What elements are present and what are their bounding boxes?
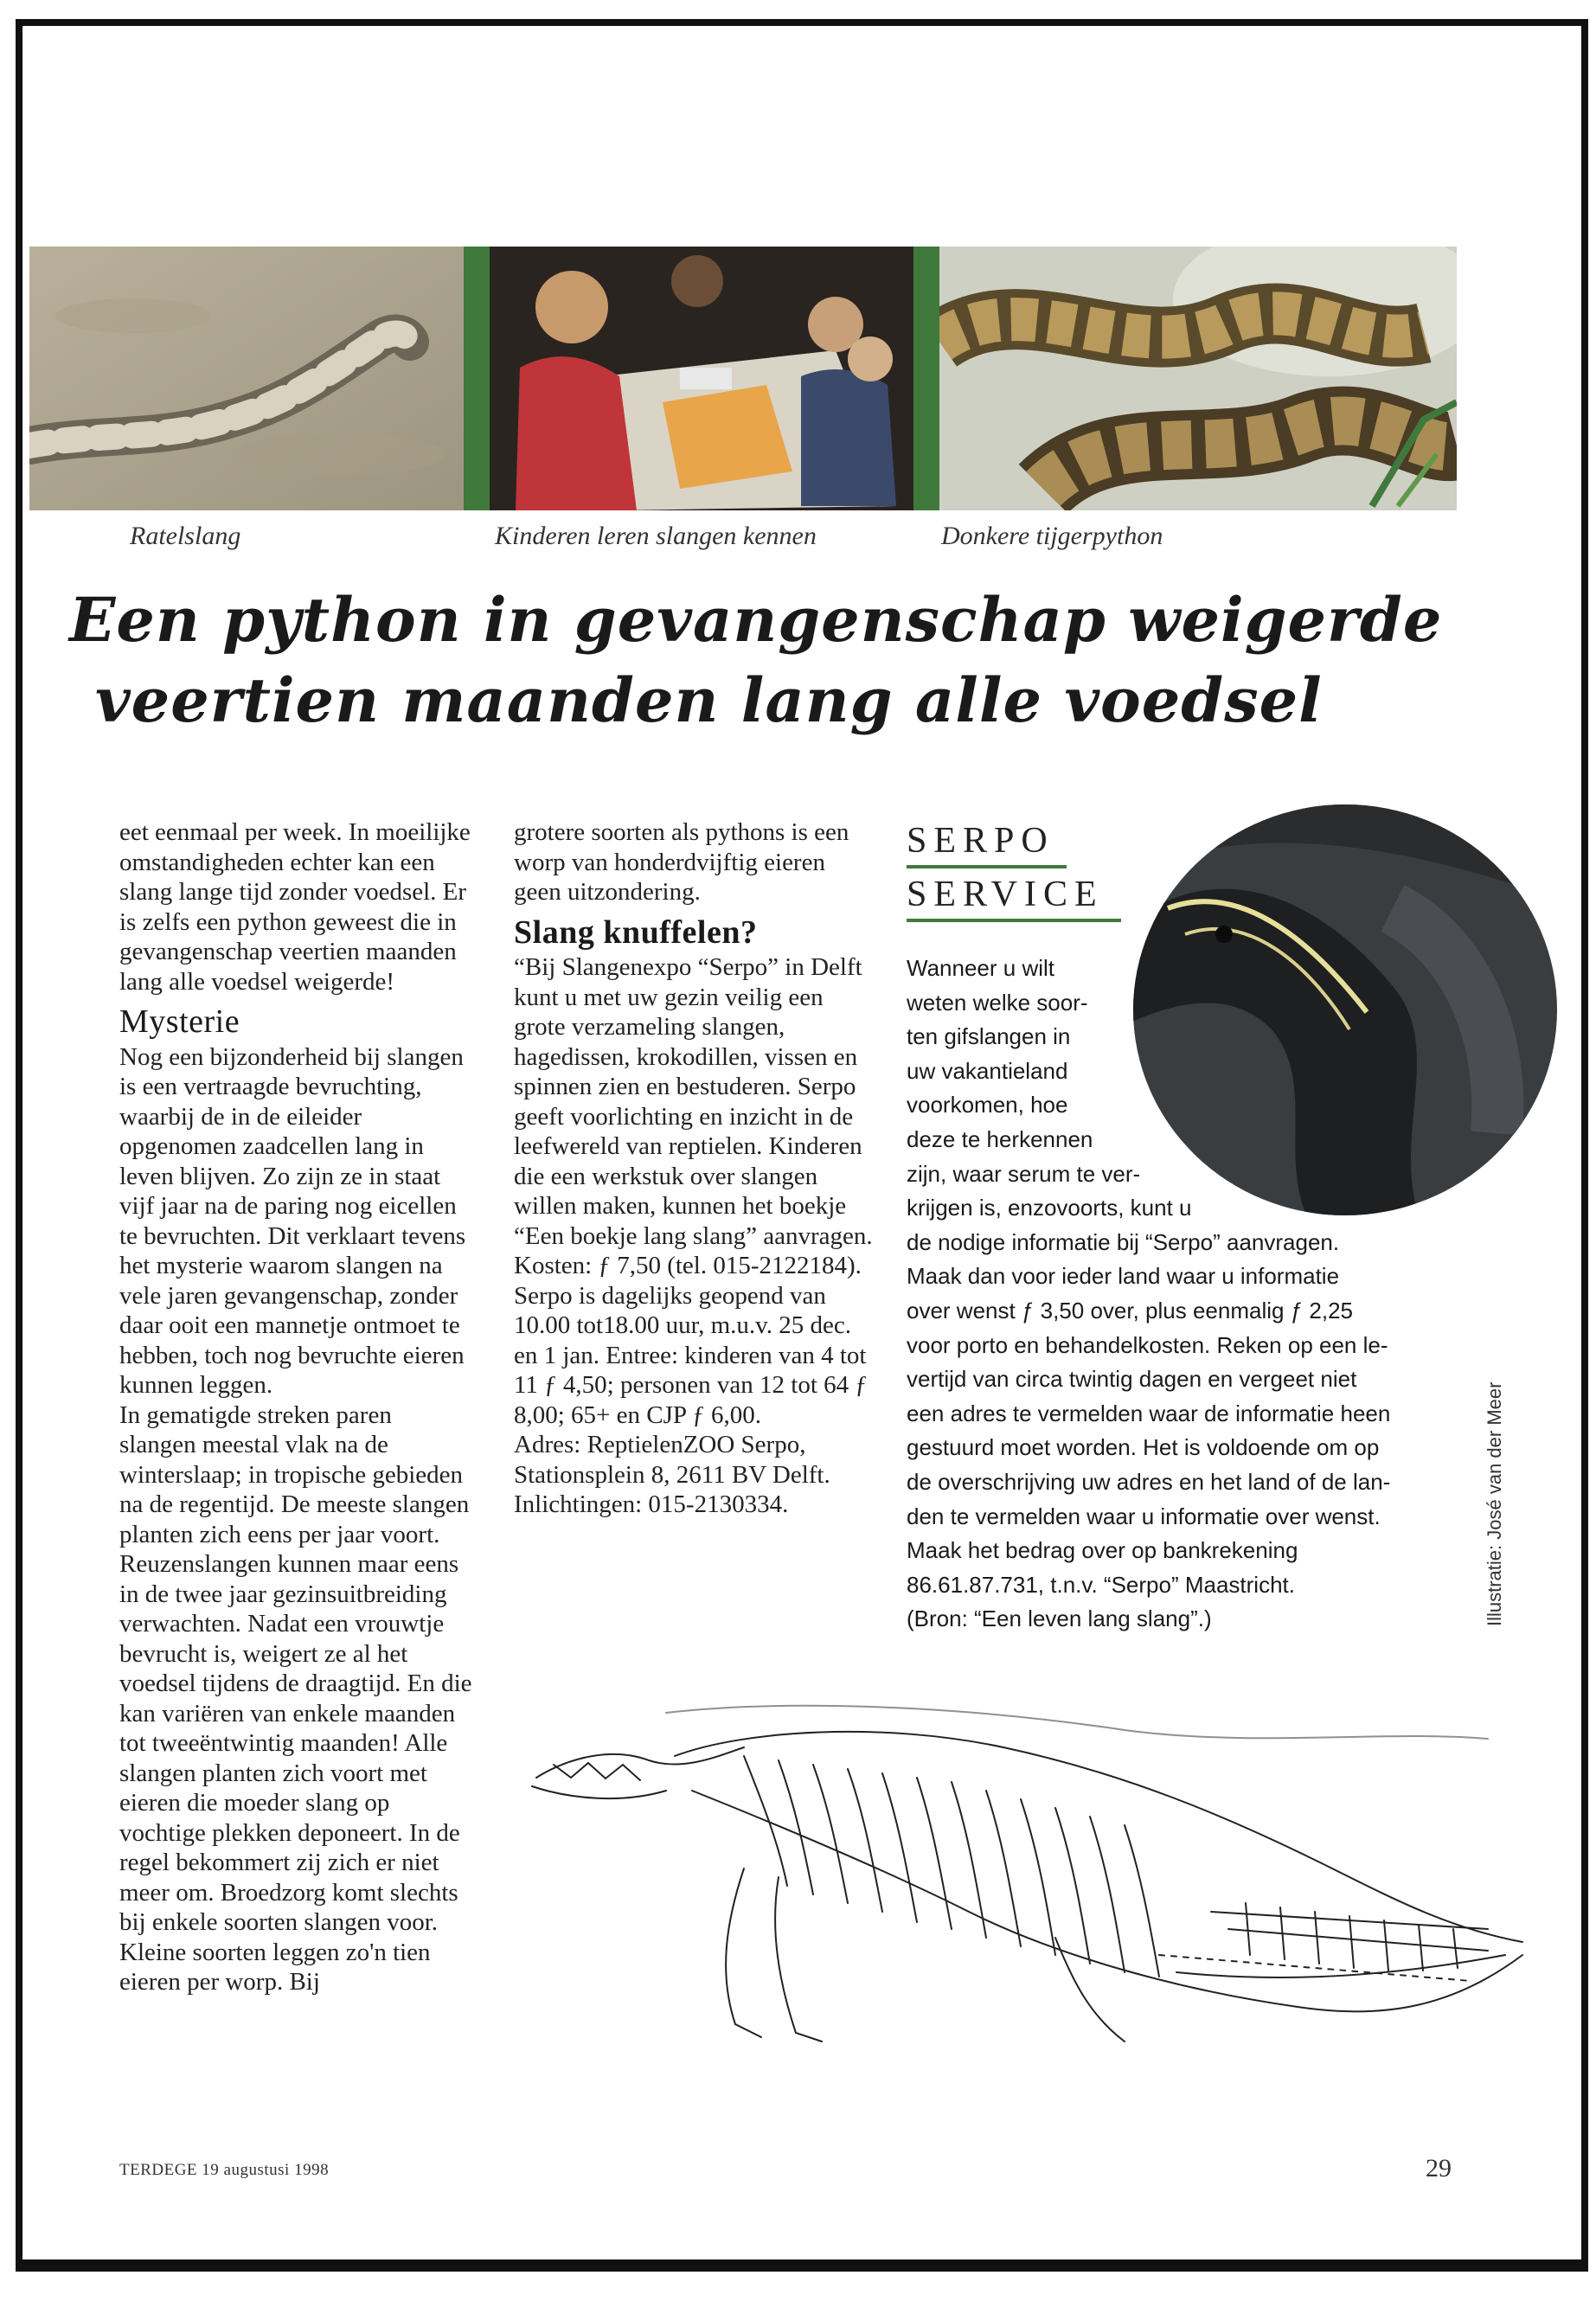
column2-paragraph-2: Serpo is dagelijks geopend van 10.00 tot18.00 uur, m.u.v. 25 dec. en 1 jan. Entree: kinderen van 4 tot 11 ƒ 4,50; personen van 12 tot 64 ƒ 8,00; 65+ en CJP ƒ 6,00.: [514, 1281, 868, 1429]
serpo-line: Wanneer u wilt: [907, 955, 1054, 981]
serpo-line: over wenst ƒ 3,50 over, plus eenmalig ƒ 2,25: [907, 1297, 1353, 1324]
page-frame-right: [1581, 19, 1588, 2268]
page-frame-top: [16, 19, 1588, 26]
column2-paragraph-3: Adres: ReptielenZOO Serpo, Stationsplein 8, 2611 BV Delft. Inlichtingen: 015-2130334.: [514, 1431, 830, 1518]
heading-slang-knuffelen: Slang knuffelen?: [514, 913, 758, 951]
serpo-line: deze te herkennen: [907, 1125, 1093, 1152]
serpo-line: Maak dan voor ieder land waar u informatie: [907, 1263, 1340, 1290]
caption-python: Donkere tijgerpython: [941, 522, 1163, 550]
serpo-line: uw vakantieland: [907, 1057, 1068, 1084]
serpo-line: (Bron: “Een leven lang slang”.): [907, 1606, 1212, 1632]
serpo-line: Maak het bedrag over op bankrekening: [907, 1537, 1298, 1564]
column1-paragraph-2: In gematigde streken paren slangen meestal vlak na de winterslaap; in tropische gebieden na de regentijd. De meeste slangen planten zich eens per jaar voort. Reuzenslangen kunnen maar eens in de twee jaar gezinsuitbreiding verwachten. Nadat een vrouwtje bevrucht is, weigert ze al het voedsel tijdens de draagtijd. En die kan variëren van enkele maanden tot tweeëntwintig maanden! Alle slangen planten zich voort met eieren die moeder slang op vochtige plekken deponeert. In de regel bekommert zij zich er niet meer om. Broedzorg komt slechts bij enkele soorten slangen voor. Kleine soorten leggen zo'n tien eieren per worp. Bij: [119, 1400, 472, 1996]
photo-divider: [464, 247, 490, 510]
serpo-line: voor porto en behandelkosten. Reken op een le-: [907, 1331, 1388, 1358]
serpo-line: weten welke soor-: [907, 989, 1088, 1016]
crocodile-sketch: [519, 1695, 1540, 2067]
article-column-1: [119, 817, 474, 1997]
serpo-line: de overschrijving uw adres en het land of de lan-: [907, 1468, 1391, 1495]
serpo-line: ten gifslangen in: [907, 1023, 1071, 1050]
article-column-2: [514, 817, 877, 1520]
footer-publication: TERDEGE 19 augustusi 1998: [119, 2161, 330, 2179]
photo-children: [490, 247, 913, 510]
photo-rattlesnake: [29, 247, 464, 510]
photo-python: [939, 247, 1457, 510]
service-title: SERVICE: [907, 875, 1104, 914]
serpo-title-rule: [907, 865, 1067, 868]
headline-line-2: veertien maanden lang alle voedsel: [95, 664, 1323, 736]
caption-children: Kinderen leren slangen kennen: [495, 522, 817, 550]
serpo-line: voorkomen, hoe: [907, 1092, 1068, 1118]
column2-intro: grotere soorten als pythons is een worp van honderdvijftig eieren geen uitzondering.: [514, 818, 849, 906]
heading-mysterie: Mysterie: [119, 1003, 240, 1040]
serpo-line: de nodige informatie bij “Serpo” aanvragen.: [907, 1228, 1340, 1255]
column2-paragraph-1: “Bij Slangenexpo “Serpo” in Delft kunt u met uw gezin veilig een grote verzameling slangen, hagedissen, krokodillen, vissen en spinnen zien en bestuderen. Serpo geeft voorlichting en inzicht in de leefwereld van reptielen. Kinderen die een werkstuk over slangen willen maken, kunnen het boekje “Een boekje lang slang” aanvragen. Kosten: ƒ 7,50 (tel. 015-2122184).: [514, 953, 873, 1279]
serpo-line: zijn, waar serum te ver-: [907, 1160, 1141, 1187]
serpo-line: een adres te vermelden waar de informatie heen: [907, 1400, 1391, 1426]
page-number: 29: [1426, 2154, 1452, 2182]
serpo-line: vertijd van circa twintig dagen en vergeet niet: [907, 1366, 1357, 1393]
serpo-line: den te vermelden waar u informatie over wenst.: [907, 1503, 1381, 1529]
photo-divider: [913, 247, 939, 510]
column1-intro: eet eenmaal per week. In moeilijke omstandigheden echter kan een slang lange tijd zonder voedsel. Er is zelfs een python geweest die in gevangenschap veertien maanden lang alle voedsel weigerde!: [119, 818, 471, 996]
headline-line-1: Een python in gevangenschap weigerde: [69, 584, 1443, 656]
service-title-rule: [907, 919, 1121, 922]
column1-paragraph-1: Nog een bijzonderheid bij slangen is een vertraagde bevruchting, waarbij de in de eileider opgenomen zaadcellen lang in leven blijven. Zo zijn ze in staat vijf jaar na de paring nog eicellen te bevruchten. Dit verklaart tevens het mysterie waarom slangen na vele jaren gevangenschap, zonder daar ooit een mannetje ontmoet te hebben, toch nog bevruchte eieren kunnen leggen.: [119, 1042, 466, 1399]
serpo-line: 86.61.87.731, t.n.v. “Serpo” Maastricht.: [907, 1571, 1295, 1598]
illustration-credit: Illustratie: José van der Meer: [1484, 1381, 1505, 1626]
serpo-line: krijgen is, enzovoorts, kunt u: [907, 1195, 1192, 1221]
serpo-service-text: [907, 952, 1460, 1637]
serpo-line: gestuurd moet worden. Het is voldoende om op: [907, 1434, 1380, 1461]
page-frame-bottom: [16, 2259, 1588, 2272]
caption-rattlesnake: Ratelslang: [130, 522, 241, 550]
page-frame-left: [16, 19, 22, 2268]
serpo-title: SERPO: [907, 821, 1054, 861]
